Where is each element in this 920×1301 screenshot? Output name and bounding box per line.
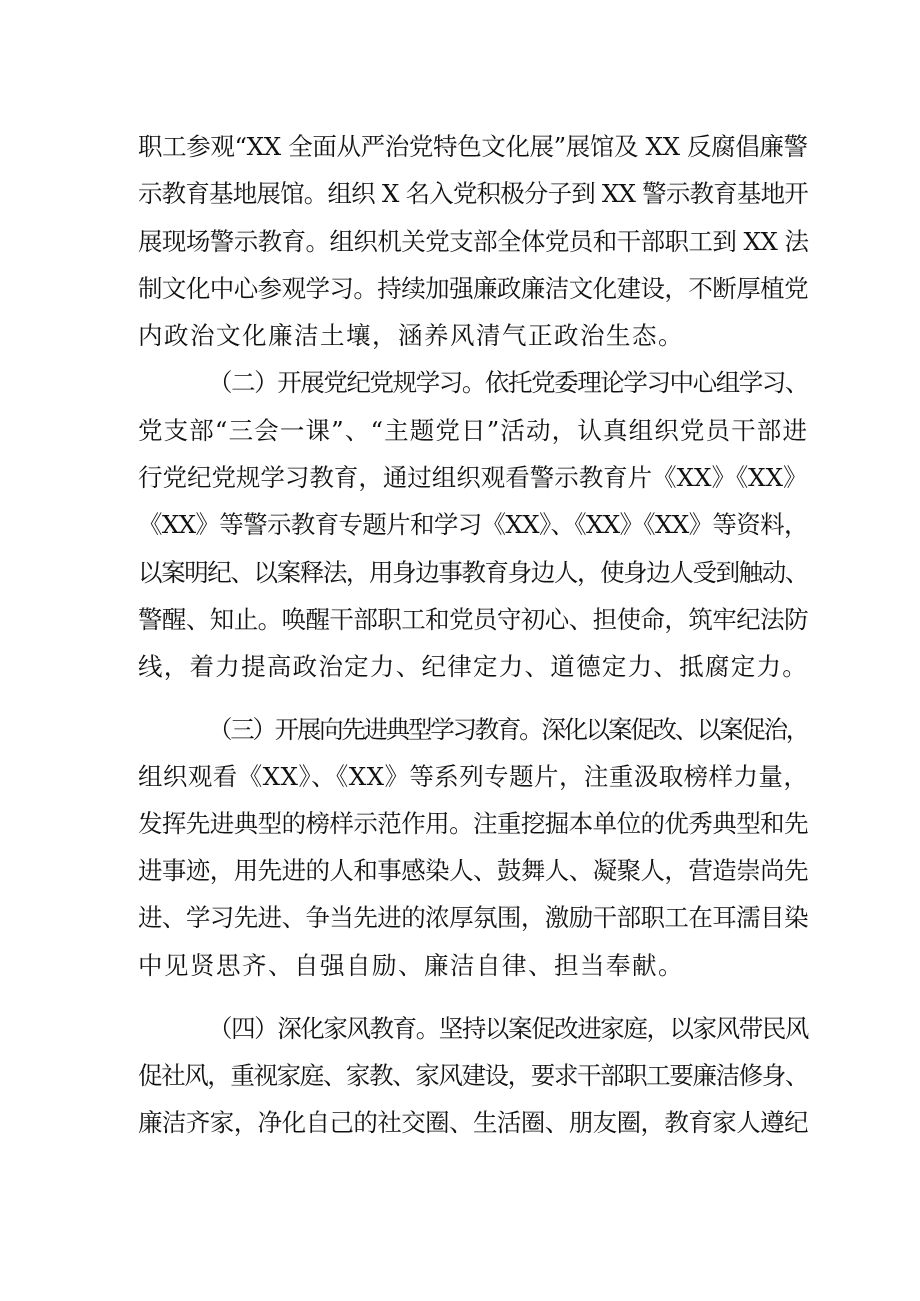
paragraph-line: 制文化中心参观学习。持续加强廉政廉洁文化建设，不断厚植党 [138,274,808,303]
paragraph-line: （四）深化家风教育。坚持以案促改进家庭，以家风带民风 [208,1014,808,1043]
paragraph-line: （二）开展党纪党规学习。依托党委理论学习中心组学习、 [208,368,808,397]
paragraph-line: 中见贤思齐、自强自励、廉洁自律、担当奉献。 [138,951,684,980]
paragraph-line: 示教育基地展馆。组织 X 名入党积极分子到 XX 警示教育基地开 [138,179,808,208]
paragraph-line: 进事迹，用先进的人和事感染人、鼓舞人、凝聚人，营造崇尚先 [138,856,808,885]
paragraph-line: 《XX》等警示教育专题片和学习《XX》、《XX》《XX》等资料， [138,510,808,539]
paragraph-line: 内政治文化廉洁土壤，涵养风清气正政治生态。 [138,321,684,350]
paragraph-line: 组织观看《XX》、《XX》等系列专题片，注重汲取榜样力量， [138,762,809,791]
paragraph-line: （三）开展向先进典型学习教育。深化以案促改、以案促治， [208,715,808,744]
paragraph-line: 职工参观“XX 全面从严治党特色文化展”展馆及 XX 反腐倡廉警 [138,132,808,161]
paragraph-line: 廉洁齐家，净化自己的社交圈、生活圈、朋友圈，教育家人遵纪 [138,1108,808,1137]
paragraph-line: 发挥先进典型的榜样示范作用。注重挖掘本单位的优秀典型和先 [138,809,808,838]
paragraph-line: 促社风，重视家庭、家教、家风建设，要求干部职工要廉洁修身、 [138,1061,808,1090]
paragraph-line: 党支部“三会一课”、“主题党日”活动，认真组织党员干部进 [138,416,809,445]
paragraph-line: 进、学习先进、争当先进的浓厚氛围，激励干部职工在耳濡目染 [138,903,808,932]
paragraph-line: 线，着力提高政治定力、纪律定力、道德定力、抵腐定力。 [138,652,808,681]
paragraph-line: 以案明纪、以案释法，用身边事教育身边人，使身边人受到触动、 [138,558,808,587]
paragraph-line: 警醒、知止。唤醒干部职工和党员守初心、担使命，筑牢纪法防 [138,605,808,634]
paragraph-line: 展现场警示教育。组织机关党支部全体党员和干部职工到 XX 法 [138,227,809,256]
paragraph-line: 行党纪党规学习教育，通过组织观看警示教育片《XX》《XX》 [138,463,808,492]
